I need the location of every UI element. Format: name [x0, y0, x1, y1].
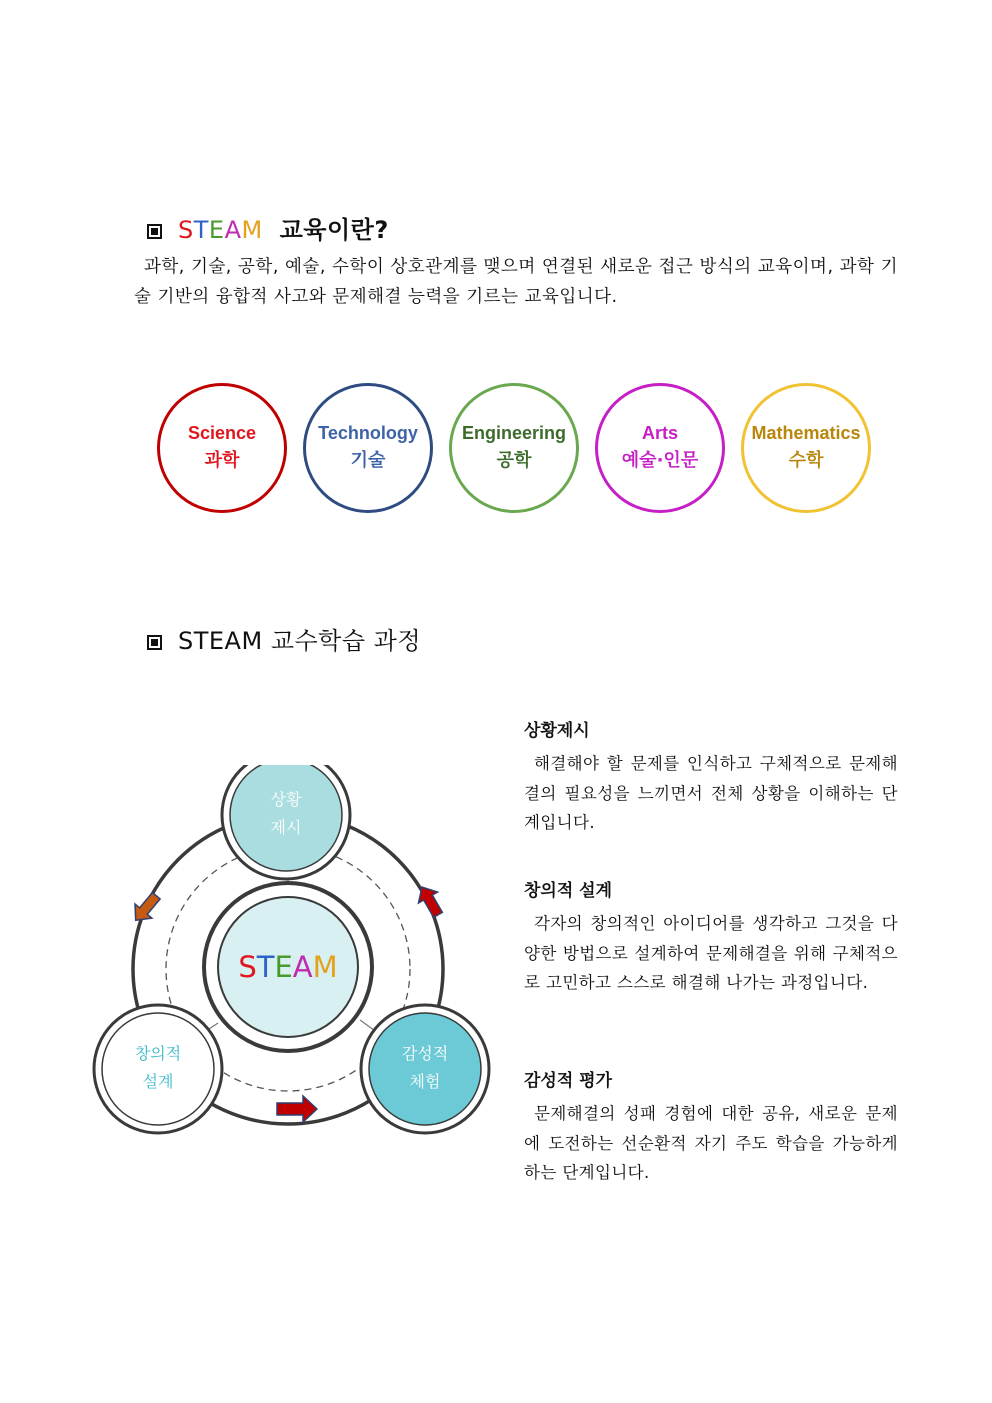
circle-en-label: Technology	[318, 423, 418, 443]
node-right-line2: 체험	[409, 1072, 441, 1091]
circle-mathematics	[741, 383, 871, 513]
arrow-left-icon	[127, 889, 164, 928]
circle-arts	[595, 383, 725, 513]
steam-letter: M	[241, 216, 263, 244]
circle-technology	[303, 383, 433, 513]
node-right-line1: 감성적	[401, 1044, 449, 1063]
circle-ko-label: 기술	[350, 450, 386, 471]
steam-letter: A	[224, 216, 242, 244]
step-heading: 상황제시	[524, 721, 590, 741]
node-left-line1: 창의적	[134, 1044, 182, 1063]
node-left-line2: 설계	[142, 1072, 174, 1091]
steam-letter: T	[256, 950, 275, 984]
center-steam-label	[238, 950, 337, 984]
node-left-inner	[102, 1013, 214, 1125]
circle-en-label: Arts	[641, 423, 678, 443]
step-block-3	[524, 1066, 898, 1188]
circle-ko-label: 과학	[204, 450, 240, 471]
node-top-line2: 제시	[270, 818, 302, 837]
circle-ko-label: 예술·인문	[621, 450, 699, 471]
square-bullet-icon	[147, 224, 162, 239]
arrow-bottom-icon	[277, 1096, 317, 1122]
steam-cycle-diagram	[88, 765, 498, 1135]
section1-title-suffix: 교육이란?	[279, 216, 389, 244]
circle-en-label: Mathematics	[751, 423, 861, 443]
circle-en-label: Engineering	[461, 423, 566, 443]
step-heading: 감성적 평가	[524, 1071, 613, 1091]
node-top-line1: 상황	[270, 790, 302, 809]
section1-title	[147, 210, 389, 245]
steam-colored-word	[178, 216, 263, 244]
step-block-2	[524, 876, 898, 998]
circle-ko-label: 수학	[788, 450, 824, 471]
steam-letter: T	[193, 216, 209, 244]
steam-letter: S	[178, 216, 194, 244]
step-block-1	[524, 716, 898, 838]
circle-en-label: Science	[187, 423, 257, 443]
step-text: 각자의 창의적인 아이디어를 생각하고 그것을 다양한 방법으로 설계하여 문제해결을 위해 구체적으로 고민하고 스스로 해결해 나가는 과정입니다.	[524, 914, 898, 992]
section2-title	[147, 621, 421, 656]
circle-engineering	[449, 383, 579, 513]
steam-letter: S	[238, 950, 257, 984]
steam-letter: A	[292, 950, 313, 984]
step-text: 해결해야 할 문제를 인식하고 구체적으로 문제해결의 필요성을 느끼면서 전체 상황을 이해하는 단계입니다.	[524, 754, 898, 832]
circle-ko-label: 공학	[496, 450, 532, 471]
node-right-inner	[369, 1013, 481, 1125]
arrow-right-icon	[412, 882, 447, 921]
step-text: 문제해결의 성패 경험에 대한 공유, 새로운 문제에 도전하는 선순환적 자기 주도 학습을 가능하게 하는 단계입니다.	[524, 1104, 898, 1182]
step-heading: 창의적 설계	[524, 881, 613, 901]
intro-paragraph	[134, 252, 898, 312]
square-bullet-icon	[147, 635, 162, 650]
intro-text: 과학, 기술, 공학, 예술, 수학이 상호관계를 맺으며 연결된 새로운 접근 방식의 교육이며, 과학 기술 기반의 융합적 사고와 문제해결 능력을 기르는 교육입니다.	[134, 257, 898, 307]
steam-letter: M	[312, 950, 338, 984]
section2-title-text: STEAM 교수학습 과정	[178, 627, 422, 655]
steam-letter: E	[274, 950, 293, 984]
steam-letter: E	[208, 216, 225, 244]
circle-science	[157, 383, 287, 513]
